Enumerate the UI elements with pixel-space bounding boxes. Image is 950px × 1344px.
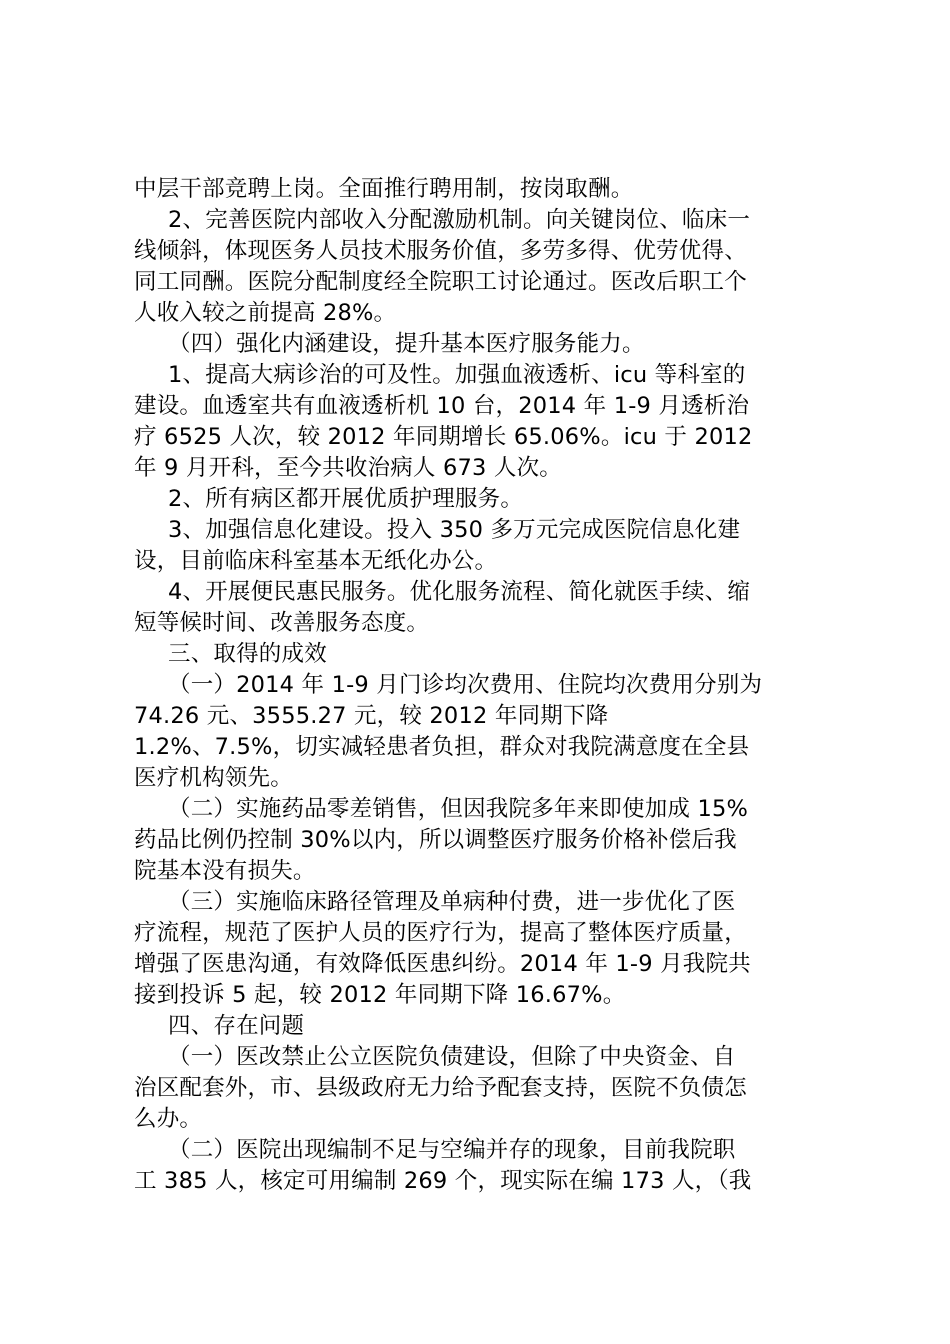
text-line: 4、开展便民惠民服务。优化服务流程、简化就医手续、缩 [168,579,751,605]
text-line: 三、取得的成效 [168,641,327,667]
text-line: 药品比例仍控制 30%以内，所以调整医疗服务价格补偿后我 [134,827,737,853]
text-line: （二）实施药品零差销售，但因我院多年来即使加成 15% [168,796,749,822]
text-line: 设，目前临床科室基本无纸化办公。 [134,548,498,574]
text-line: （四）强化内涵建设，提升基本医疗服务能力。 [168,331,645,357]
text-line: 1、提高大病诊治的可及性。加强血液透析、icu 等科室的 [168,362,746,388]
text-line: 年 9 月开科，至今共收治病人 673 人次。 [134,455,562,481]
text-line: （一）2014 年 1-9 月门诊均次费用、住院均次费用分别为 [168,672,763,698]
text-line: 短等候时间、改善服务态度。 [134,610,430,636]
document-body [134,174,826,1197]
text-line: 么办。 [134,1106,203,1132]
text-line: 医疗机构领先。 [134,765,293,791]
text-line: 疗流程，规范了医护人员的医疗行为，提高了整体医疗质量， [134,920,747,946]
text-line: 疗 6525 人次，较 2012 年同期增长 65.06%。icu 于 2012 [134,424,753,450]
text-line: （三）实施临床路径管理及单病种付费，进一步优化了医 [168,889,736,915]
text-line: 增强了医患沟通，有效降低医患纠纷。2014 年 1-9 月我院共 [134,951,751,977]
text-line: （一）医改禁止公立医院负债建设，但除了中央资金、自 [168,1044,736,1070]
text-line: 人收入较之前提高 28%。 [134,300,397,326]
text-line: 四、存在问题 [168,1013,305,1039]
text-line: 2、完善医院内部收入分配激励机制。向关键岗位、临床一 [168,207,751,233]
text-line: 治区配套外，市、县级政府无力给予配套支持，医院不负债怎 [134,1075,747,1101]
text-line: 中层干部竞聘上岗。全面推行聘用制，按岗取酬。 [134,176,634,202]
text-line: 74.26 元、3555.27 元，较 2012 年同期下降 [134,703,609,729]
text-line: 建设。血透室共有血液透析机 10 台，2014 年 1-9 月透析治 [134,393,750,419]
text-line: 线倾斜，体现医务人员技术服务价值，多劳多得、优劳优得、 [134,238,747,264]
text-line: 院基本没有损失。 [134,858,316,884]
text-line: 接到投诉 5 起，较 2012 年同期下降 16.67%。 [134,982,626,1008]
text-line: 同工同酬。医院分配制度经全院职工讨论通过。医改后职工个 [134,269,747,295]
text-line: 3、加强信息化建设。投入 350 多万元完成医院信息化建 [168,517,741,543]
text-line: 工 385 人，核定可用编制 269 个，现实际在编 173 人，（我 [134,1168,752,1194]
text-line: （二）医院出现编制不足与空编并存的现象，目前我院职 [168,1137,736,1163]
text-line: 1.2%、7.5%，切实减轻患者负担，群众对我院满意度在全县 [134,734,750,760]
text-line: 2、所有病区都开展优质护理服务。 [168,486,524,512]
